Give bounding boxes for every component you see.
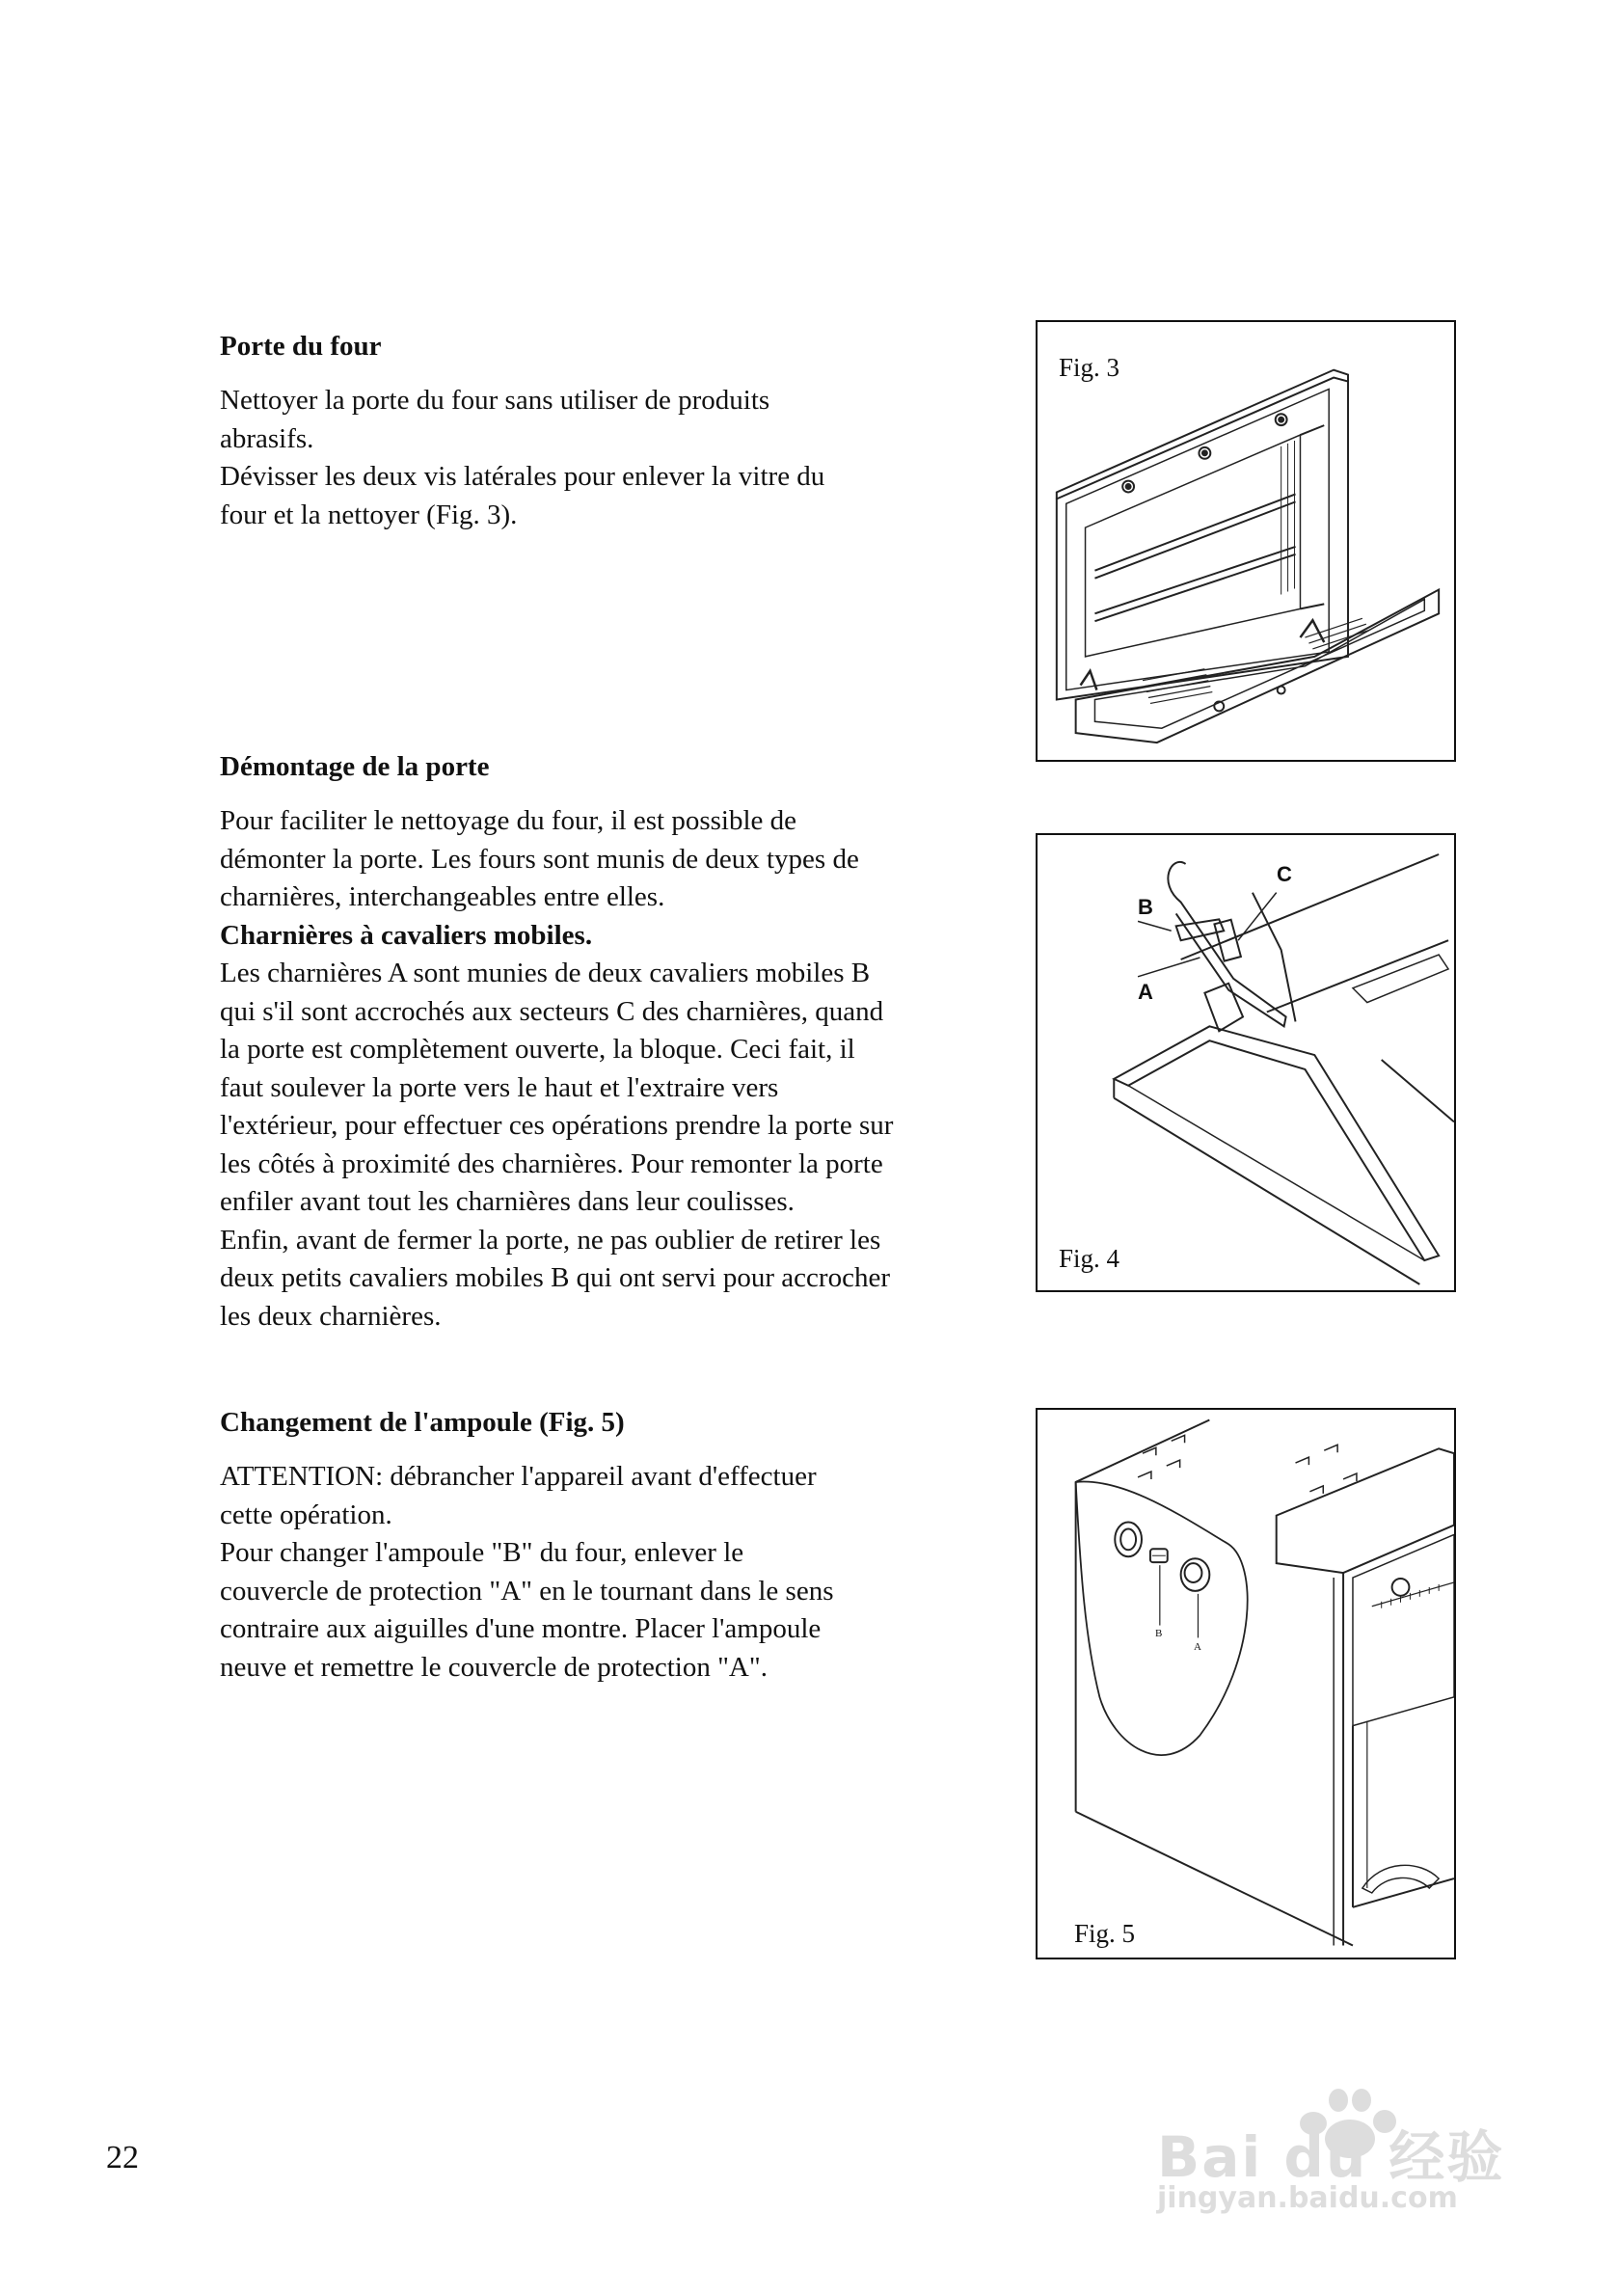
text-line: Enfin, avant de fermer la porte, ne pas oublier de retirer les [220, 1224, 881, 1256]
section-demontage-porte [220, 748, 1001, 1336]
text-line: faut soulever la porte vers le haut et l'extraire vers [220, 1071, 779, 1103]
text-line: neuve et remettre le couvercle de protection "A". [220, 1651, 768, 1683]
text-line: les côtés à proximité des charnières. Pour remonter la porte [220, 1148, 883, 1179]
figure-3-oven-door [1036, 320, 1456, 762]
figure-label: Fig. 4 [1059, 1244, 1120, 1273]
text-line: deux petits cavaliers mobiles B qui ont servi pour accrocher [220, 1262, 890, 1293]
text-line: la porte est complètement ouverte, la bloque. Ceci fait, il [220, 1034, 855, 1065]
page-number: 22 [106, 2140, 139, 2175]
text-line: charnières, interchangeables entre elles. [220, 881, 665, 912]
section-heading: Porte du four [220, 331, 382, 362]
subheading-charnieres: Charnières à cavaliers mobiles. [220, 919, 593, 951]
section-paragraph [220, 1458, 1001, 1687]
text-line: contraire aux aiguilles d'une montre. Placer l'ampoule [220, 1613, 822, 1644]
lamp-illustration [1038, 1410, 1454, 1958]
text-line: Pour faciliter le nettoyage du four, il est possible de [220, 805, 797, 836]
text-line: Pour changer l'ampoule "B" du four, enlever le [220, 1537, 744, 1568]
callout-b: B [1138, 895, 1153, 919]
section-heading: Démontage de la porte [220, 751, 490, 782]
text-line: qui s'il sont accrochés aux secteurs C des charnières, quand [220, 995, 884, 1027]
section-heading: Changement de l'ampoule (Fig. 5) [220, 1407, 625, 1438]
hinge-illustration [1038, 835, 1454, 1290]
callout-b: B [1155, 1628, 1163, 1639]
text-line: ATTENTION: débrancher l'appareil avant d'effectuer [220, 1461, 817, 1492]
figure-label: Fig. 5 [1074, 1919, 1136, 1948]
watermark-brand: Bai du 经验 [1157, 2124, 1505, 2190]
figure-5-lamp-replacement [1036, 1408, 1456, 1959]
text-line: abrasifs. [220, 422, 314, 454]
callout-a: A [1194, 1641, 1201, 1653]
figure-label: Fig. 3 [1059, 353, 1120, 382]
text-line: démonter la porte. Les fours sont munis de deux types de [220, 843, 859, 875]
section-porte-du-four [220, 328, 1001, 534]
oven-door-illustration [1038, 322, 1454, 760]
text-line: Les charnières A sont munies de deux cavaliers mobiles B [220, 958, 871, 988]
section-paragraph [220, 802, 1001, 1336]
watermark-url: jingyan.baidu.com [1157, 2181, 1458, 2215]
figure-4-hinge-detail [1036, 833, 1456, 1292]
text-line: les deux charnières. [220, 1300, 442, 1332]
text-line: four et la nettoyer (Fig. 3). [220, 499, 518, 530]
baidu-jingyan-watermark [1147, 2073, 1533, 2218]
text-line: Nettoyer la porte du four sans utiliser de produits [220, 385, 770, 416]
callout-a: A [1138, 980, 1153, 1004]
text-line: enfiler avant tout les charnières dans leur coulisses. [220, 1186, 795, 1217]
text-line: couvercle de protection "A" en le tournant dans le sens [220, 1575, 834, 1607]
text-line: l'extérieur, pour effectuer ces opérations prendre la porte sur [220, 1110, 894, 1141]
section-paragraph [220, 382, 1001, 534]
callout-c: C [1277, 862, 1292, 886]
text-line: cette opération. [220, 1499, 392, 1530]
text-line: Dévisser les deux vis latérales pour enlever la vitre du [220, 461, 825, 492]
section-changement-ampoule [220, 1404, 1001, 1687]
